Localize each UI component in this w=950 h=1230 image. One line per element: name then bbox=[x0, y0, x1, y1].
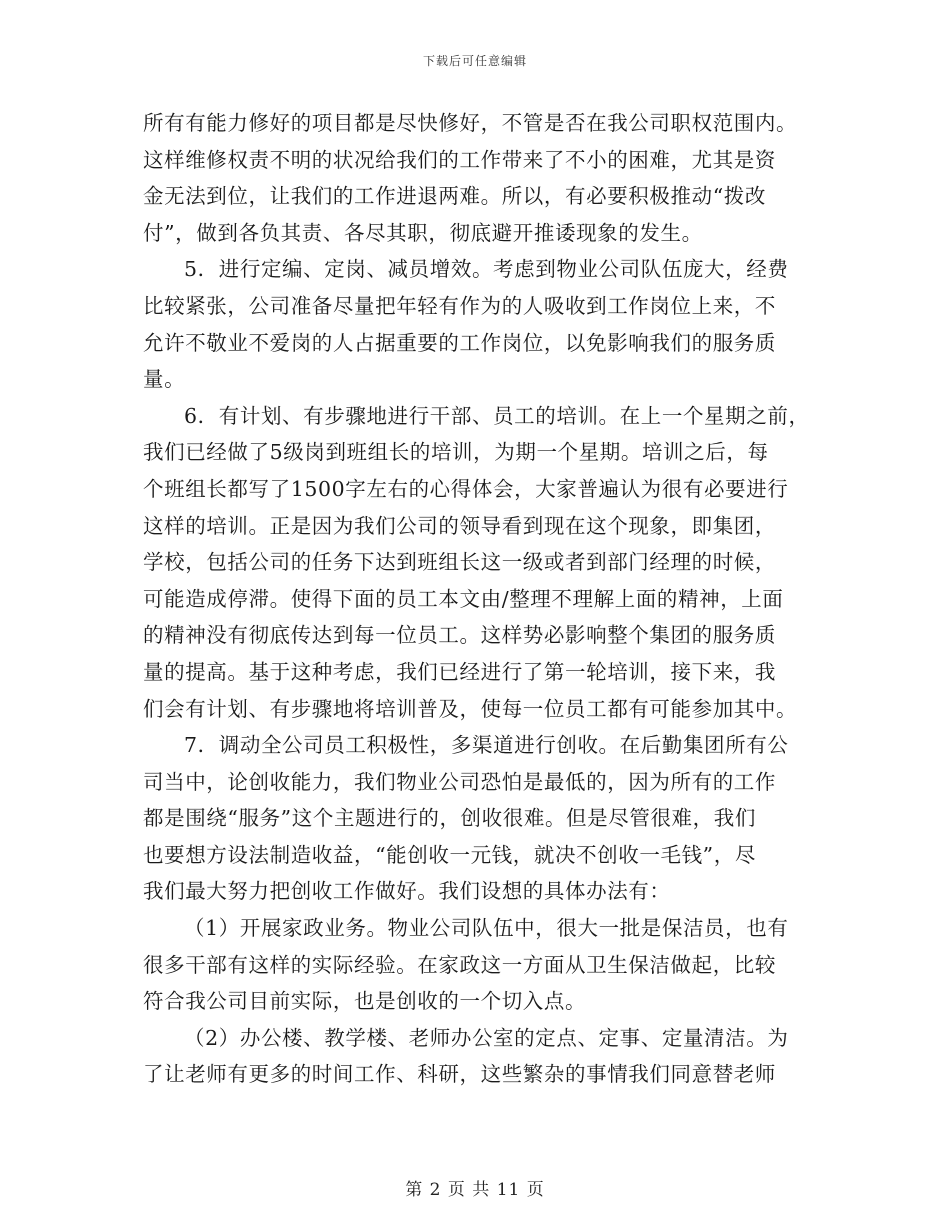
text-line: 了让老师有更多的时间工作、科研，这些繁杂的事情我们同意替老师 bbox=[143, 1062, 776, 1087]
paragraph-start-line: （1）开展家政业务。物业公司队伍中，很大一批是保洁员，也有 bbox=[184, 916, 789, 941]
page-footer: 第 2 页 共 11 页 bbox=[405, 1180, 545, 1200]
paragraph-start-line: 7．调动全公司员工积极性，多渠道进行创收。在后勤集团所有公 bbox=[184, 733, 789, 758]
text-line: 比较紧张，公司准备尽量把年轻有作为的人吸收到工作岗位上来，不 bbox=[143, 293, 776, 318]
text-line: 我们最大努力把创收工作做好。我们设想的具体办法有： bbox=[143, 879, 671, 904]
text-line: 这样的培训。正是因为我们公司的领导看到现在这个现象，即集团， bbox=[143, 513, 776, 538]
text-line: 个班组长都写了1500字左右的心得体会，大家普遍认为很有必要进行 bbox=[143, 476, 789, 501]
text-line: 司当中，论创收能力，我们物业公司恐怕是最低的，因为所有的工作 bbox=[143, 769, 776, 794]
text-line: 所有有能力修好的项目都是尽快修好，不管是否在我公司职权范围内。 bbox=[143, 111, 798, 135]
text-line: 都是围绕“服务”这个主题进行的，创收很难。但是尽管很难，我们 bbox=[143, 806, 756, 831]
paragraph-start-line: （2）办公楼、教学楼、老师办公室的定点、定事、定量清洁。为 bbox=[184, 1025, 789, 1050]
document-body bbox=[143, 105, 809, 1093]
text-line: 们会有计划、有步骤地将培训普及，使每一位员工都有可能参加其中。 bbox=[143, 696, 798, 721]
text-line: 量的提高。基于这种考虑，我们已经进行了第一轮培训，接下来，我 bbox=[143, 659, 776, 684]
text-line: 量。 bbox=[143, 367, 186, 392]
text-line: 这样维修权责不明的状况给我们的工作带来了不小的困难，尤其是资 bbox=[143, 147, 776, 172]
text-line: 也要想方设法制造收益，“能创收一元钱，就决不创收一毛钱”，尽 bbox=[143, 842, 756, 867]
text-line: 可能造成停滞。使得下面的员工本文由/整理不理解上面的精神，上面 bbox=[143, 586, 784, 611]
text-line: 的精神没有彻底传达到每一位员工。这样势必影响整个集团的服务质 bbox=[143, 623, 776, 648]
text-line: 很多干部有这样的实际经验。在家政这一方面从卫生保洁做起，比较 bbox=[143, 952, 776, 977]
paragraph-start-line: 6．有计划、有步骤地进行干部、员工的培训。在上一个星期之前， bbox=[184, 403, 810, 428]
page-header: 下载后可任意编辑 bbox=[422, 54, 527, 68]
text-line: 付”，做到各负其责、各尽其职，彻底避开推诿现象的发生。 bbox=[143, 220, 703, 245]
text-line: 允许不敬业不爱岗的人占据重要的工作岗位，以免影响我们的服务质 bbox=[143, 330, 776, 355]
text-line: 我们已经做了5级岗到班组长的培训，为期一个星期。培训之后，每 bbox=[143, 440, 769, 465]
text-line: 学校，包括公司的任务下达到班组长这一级或者到部门经理的时候， bbox=[143, 550, 776, 575]
paragraph-start-line: 5．进行定编、定岗、减员增效。考虑到物业公司队伍庞大，经费 bbox=[184, 257, 789, 282]
text-line: 符合我公司目前实际，也是创收的一个切入点。 bbox=[143, 989, 587, 1014]
text-line: 金无法到位，让我们的工作进退两难。所以，有必要积极推动“拨改 bbox=[143, 184, 766, 209]
